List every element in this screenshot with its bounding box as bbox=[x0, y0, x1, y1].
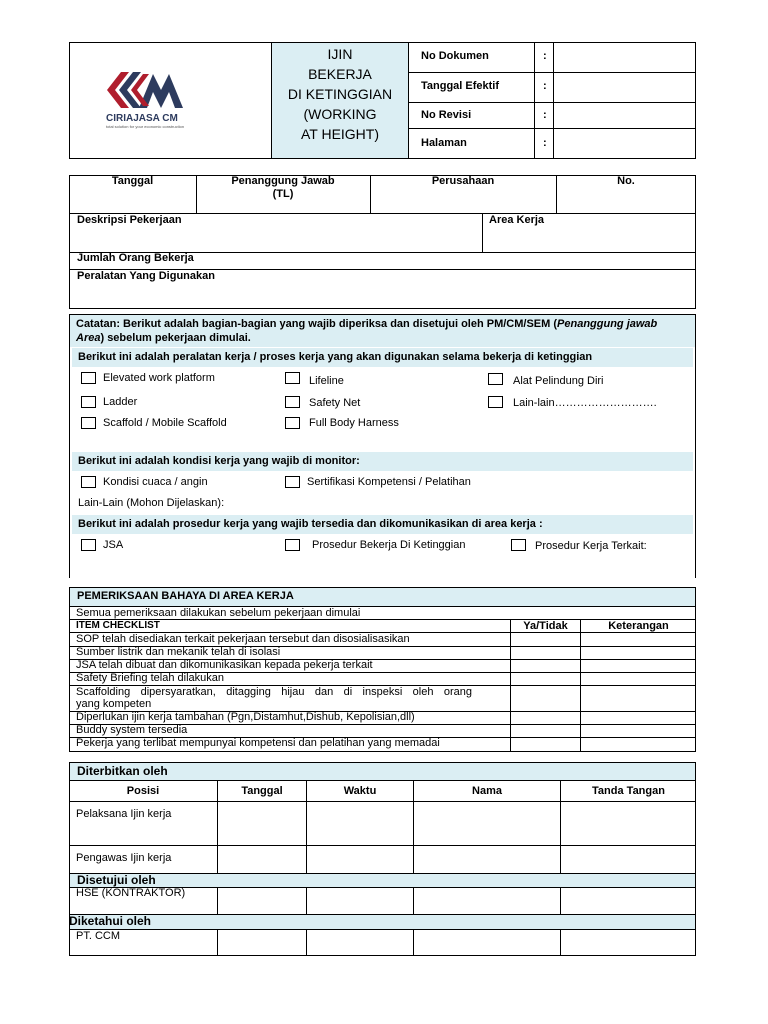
elevated-platform-checkbox[interactable] bbox=[81, 372, 96, 384]
col-tanggal: Tanggal bbox=[241, 785, 283, 797]
deskripsi-label: Deskripsi Pekerjaan bbox=[77, 214, 182, 226]
hazard-row: Buddy system tersedia bbox=[76, 724, 188, 736]
procedure-item-label: Prosedur Kerja Terkait: bbox=[535, 540, 647, 552]
tanggal-efektif-value[interactable] bbox=[560, 80, 690, 93]
hazard-row: Diperlukan ijin kerja tambahan (Pgn,Distamhut,Dishub, Kepolisian,dll) bbox=[76, 711, 415, 723]
catatan-italic: Area bbox=[76, 332, 101, 344]
equipment-item-label: Lain-lain………………………. bbox=[513, 397, 657, 409]
catatan-italic: Penanggung jawab bbox=[557, 318, 658, 330]
doc-field-label: Halaman bbox=[421, 137, 467, 149]
logo-tagline: total solution for your economic construction bbox=[106, 124, 185, 129]
peralatan-label: Peralatan Yang Digunakan bbox=[77, 270, 215, 282]
hazard-row: Sumber listrik dan mekanik telah di isolasi bbox=[76, 646, 281, 658]
doc-field-label: No Revisi bbox=[421, 109, 472, 121]
full-body-harness-checkbox[interactable] bbox=[285, 417, 300, 429]
lain-lain-checkbox[interactable] bbox=[488, 396, 503, 408]
title-line: BEKERJA bbox=[308, 66, 372, 82]
kondisi-cuaca-checkbox[interactable] bbox=[81, 476, 96, 488]
approved-title: Disetujui oleh bbox=[77, 873, 156, 887]
conditions-heading: Berikut ini adalah kondisi kerja yang wajib di monitor: bbox=[78, 455, 360, 467]
jsa-checkbox[interactable] bbox=[81, 539, 96, 551]
hazard-title: PEMERIKSAAN BAHAYA DI AREA KERJA bbox=[77, 590, 294, 602]
info-block bbox=[69, 175, 696, 309]
title-line: AT HEIGHT) bbox=[300, 126, 380, 142]
halaman-value[interactable] bbox=[560, 137, 690, 150]
lifeline-checkbox[interactable] bbox=[285, 372, 300, 384]
doc-field-sep: : bbox=[543, 137, 547, 149]
col-waktu: Waktu bbox=[343, 785, 377, 797]
col-perusahaan: Perusahaan bbox=[431, 175, 495, 187]
hazard-row bbox=[76, 686, 472, 710]
equipment-item-label: Lifeline bbox=[309, 375, 344, 387]
issued-title: Diterbitkan oleh bbox=[77, 764, 168, 778]
title-line: DI KETINGGIAN bbox=[287, 86, 393, 102]
hazard-row: SOP telah disediakan terkait pekerjaan tersebut dan disosialisasikan bbox=[76, 633, 410, 645]
col-ya-tidak: Ya/Tidak bbox=[523, 620, 568, 632]
col-keterangan: Keterangan bbox=[608, 620, 669, 632]
doc-field-label: No Dokumen bbox=[421, 50, 489, 62]
title-line: IJIN bbox=[327, 46, 353, 62]
procedures-heading: Berikut ini adalah prosedur kerja yang wajib tersedia dan dikomunikasikan di area kerja : bbox=[78, 518, 543, 530]
col-posisi: Posisi bbox=[126, 785, 160, 797]
lain-lain-label: Lain-Lain (Mohon Dijelaskan): bbox=[78, 497, 225, 509]
equipment-heading: Berikut ini adalah peralatan kerja / proses kerja yang akan digunakan selama bekerja di ketinggian bbox=[78, 351, 593, 363]
equipment-item-label: Elevated work platform bbox=[103, 372, 215, 384]
catatan-text bbox=[76, 317, 692, 345]
hazard-row-line: yang kompeten bbox=[76, 698, 152, 710]
logo-brand-text: CIRIAJASA CM bbox=[106, 113, 178, 124]
equipment-item-label: Ladder bbox=[103, 396, 138, 408]
prosedur-ketinggian-checkbox[interactable] bbox=[285, 539, 300, 551]
col-item-checklist: ITEM CHECKLIST bbox=[76, 620, 160, 631]
safety-net-checkbox[interactable] bbox=[285, 396, 300, 408]
hazard-row: Safety Briefing telah dilakukan bbox=[76, 672, 224, 684]
col-penanggung-jawab-sub: (TL) bbox=[272, 188, 294, 200]
doc-field-label: Tanggal Efektif bbox=[421, 80, 500, 92]
known-title: Diketahui oleh bbox=[69, 914, 152, 928]
hse-label: HSE (KONTRAKTOR) bbox=[76, 887, 186, 899]
procedure-item-label: Prosedur Bekerja Di Ketinggian bbox=[312, 539, 466, 551]
prosedur-terkait-checkbox[interactable] bbox=[511, 539, 526, 551]
hazard-row-line: Scaffolding dipersyaratkan, ditagging hijau dan di inspeksi oleh orang bbox=[76, 686, 472, 698]
jumlah-orang-label: Jumlah Orang Bekerja bbox=[77, 252, 194, 264]
condition-item-label: Sertifikasi Kompetensi / Pelatihan bbox=[307, 476, 471, 488]
logo-mark-icon bbox=[103, 68, 185, 112]
company-logo bbox=[103, 68, 185, 138]
equipment-item-label: Scaffold / Mobile Scaffold bbox=[103, 417, 227, 429]
hazard-row: JSA telah dibuat dan dikomunikasikan kepada pekerja terkait bbox=[76, 659, 373, 671]
col-penanggung-jawab: Penanggung Jawab bbox=[231, 175, 335, 187]
catatan-suffix: ) sebelum pekerjaan dimulai. bbox=[100, 332, 251, 344]
scaffold-checkbox[interactable] bbox=[81, 417, 96, 429]
no-revisi-value[interactable] bbox=[560, 109, 690, 122]
pt-ccm-label: PT. CCM bbox=[76, 930, 120, 942]
doc-field-sep: : bbox=[543, 109, 547, 121]
col-nama: Nama bbox=[472, 785, 502, 797]
catatan-prefix: Catatan: Berikut adalah bagian-bagian yang wajib diperiksa dan disetujui oleh PM/CM/SEM ( bbox=[76, 318, 558, 330]
procedure-item-label: JSA bbox=[103, 539, 124, 551]
sertifikasi-checkbox[interactable] bbox=[285, 476, 300, 488]
pengawas-label: Pengawas Ijin kerja bbox=[76, 852, 172, 864]
equipment-item-label: Alat Pelindung Diri bbox=[513, 375, 604, 387]
no-dokumen-value[interactable] bbox=[560, 50, 690, 63]
form-title bbox=[272, 44, 408, 144]
col-no: No. bbox=[617, 175, 635, 187]
col-tanda-tangan: Tanda Tangan bbox=[592, 785, 665, 797]
condition-item-label: Kondisi cuaca / angin bbox=[103, 476, 208, 488]
pelaksana-label: Pelaksana Ijin kerja bbox=[76, 808, 172, 820]
doc-field-sep: : bbox=[543, 50, 547, 62]
equipment-item-label: Full Body Harness bbox=[309, 417, 399, 429]
doc-field-sep: : bbox=[543, 80, 547, 92]
equipment-item-label: Safety Net bbox=[309, 397, 361, 409]
col-tanggal: Tanggal bbox=[111, 175, 154, 187]
hazard-note: Semua pemeriksaan dilakukan sebelum pekerjaan dimulai bbox=[76, 607, 361, 619]
ladder-checkbox[interactable] bbox=[81, 396, 96, 408]
area-kerja-label: Area Kerja bbox=[489, 214, 545, 226]
title-line: (WORKING bbox=[303, 106, 377, 122]
hazard-row: Pekerja yang terlibat mempunyai kompetensi dan pelatihan yang memadai bbox=[76, 737, 440, 749]
apd-checkbox[interactable] bbox=[488, 373, 503, 385]
